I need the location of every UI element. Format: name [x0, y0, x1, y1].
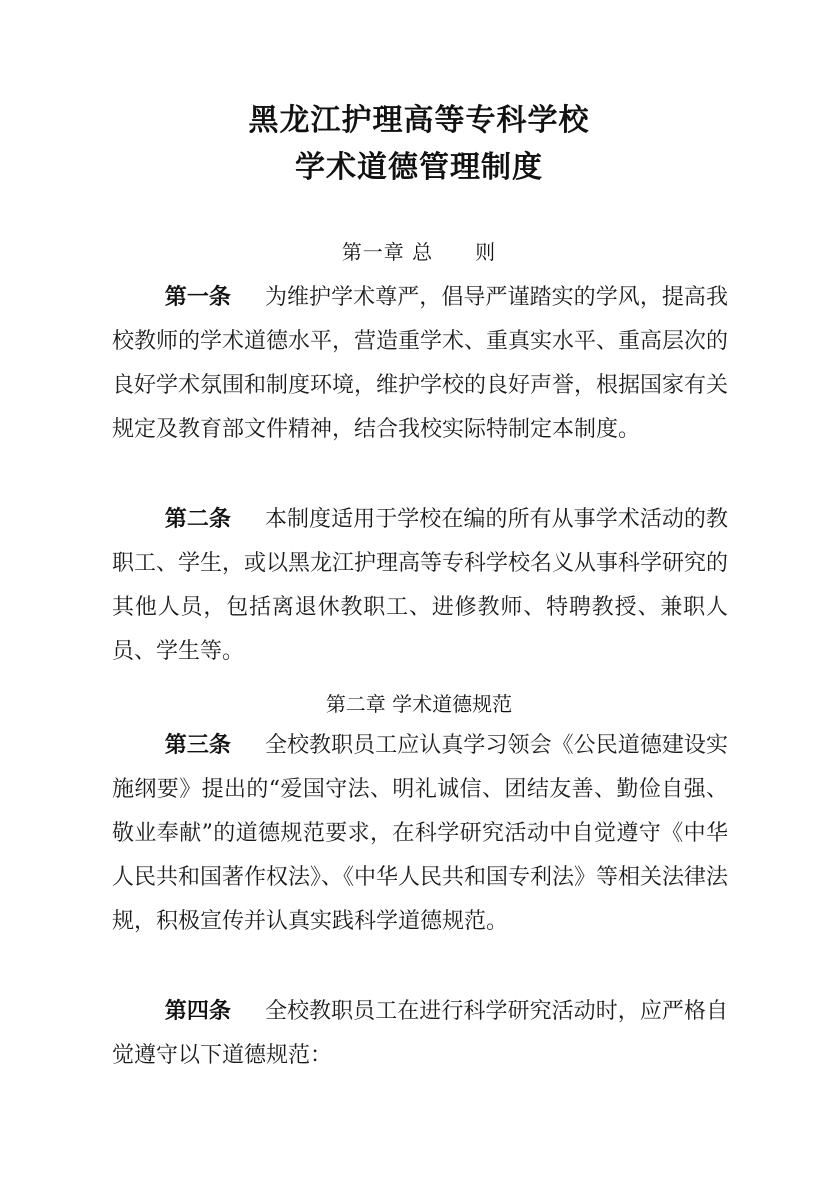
article-2-text: 本制度适用于学校在编的所有从事学术活动的教职工、学生，或以黑龙江护理高等专科学校名义从事科学研究的其他人员，包括离退休教职工、进修教师、特聘教授、兼职人员、学生等。 [112, 507, 729, 664]
article-1-label: 第一条 [164, 285, 231, 310]
chapter-1-heading: 第一章 总 则 [341, 240, 497, 264]
article-4 [112, 990, 728, 1078]
article-2-label: 第二条 [164, 507, 231, 532]
article-1 [112, 276, 728, 452]
article-2 [112, 498, 728, 674]
article-3-label: 第三条 [164, 733, 231, 758]
article-3-text: 全校教职员工应认真学习领会《公民道德建设实施纲要》提出的“爱国守法、明礼诚信、团结友善、勤俭自强、敬业奉献”的道德规范要求，在科学研究活动中自觉遵守《中华人民共和国著作权法》、《中华人民共和国专利法》等相关法律法规，积极宣传并认真实践科学道德规范。 [112, 733, 729, 934]
article-3 [112, 724, 728, 944]
article-4-label: 第四条 [164, 999, 231, 1024]
article-4-text: 全校教职员工在进行科学研究活动时，应严格自觉遵守以下道德规范： [112, 999, 728, 1068]
document-title-line1: 黑龙江护理高等专科学校 [248, 103, 590, 138]
chapter-2-heading: 第二章 学术道德规范 [325, 692, 513, 716]
article-1-text: 为维护学术尊严，倡导严谨踏实的学风，提高我校教师的学术道德水平，营造重学术、重真实水平、重高层次的良好学术氛围和制度环境，维护学校的良好声誉，根据国家有关规定及教育部文件精神，结合我校实际特制定本制度。 [112, 285, 729, 442]
document-title-line2: 学术道德管理制度 [295, 150, 543, 185]
